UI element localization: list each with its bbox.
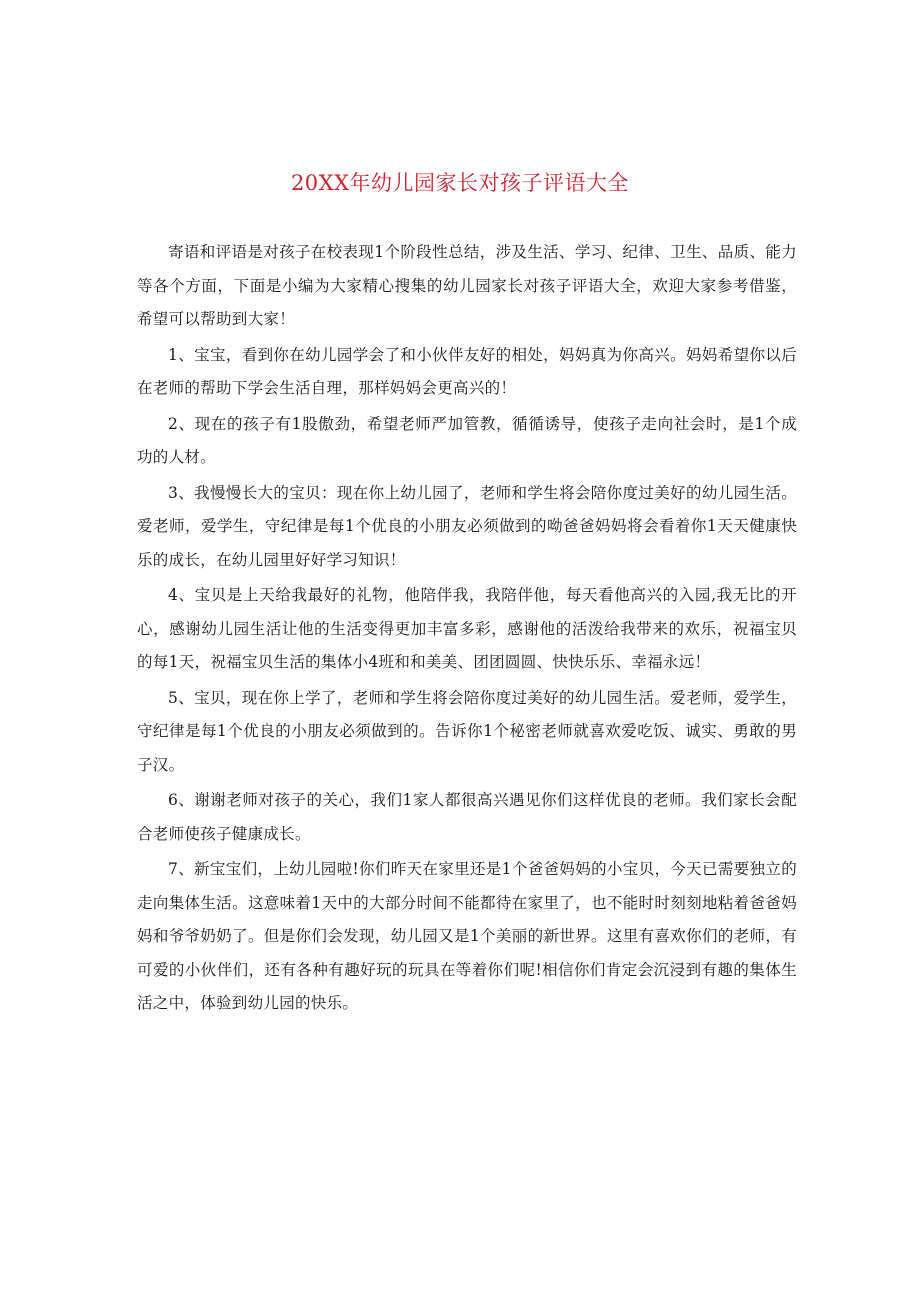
intro-paragraph: 寄语和评语是对孩子在校表现1个阶段性总结，涉及生活、学习、纪律、卫生、品质、能力等各个方面，下面是小编为大家精心搜集的幼儿园家长对孩子评语大全，欢迎大家参考借鉴，希望可以帮助到大家！ [137, 243, 797, 328]
comment-paragraph-1: 1、宝宝，看到你在幼儿园学会了和小伙伴友好的相处，妈妈真为你高兴。妈妈希望你以后在老师的帮助下学会生活自理，那样妈妈会更高兴的！ [137, 345, 797, 397]
comment-paragraph-3: 3、我慢慢长大的宝贝：现在你上幼儿园了，老师和学生将会陪你度过美好的幼儿园生活。爱老师，爱学生，守纪律是每1个优良的小朋友必须做到的呦爸爸妈妈将会看着你1天天健康快乐的成长，在幼儿园里好好学习知识！ [137, 483, 797, 569]
comment-paragraph-5: 5、宝贝，现在你上学了，老师和学生将会陪你度过美好的幼儿园生活。爱老师，爱学生，守纪律是每1个优良的小朋友必须做到的。告诉你1个秘密老师就喜欢爱吃饭、诚实、勇敢的男子汉。 [137, 688, 797, 774]
document-body [137, 236, 797, 1023]
comment-paragraph-4: 4、宝贝是上天给我最好的礼物，他陪伴我，我陪伴他，每天看他高兴的入园,我无比的开心，感谢幼儿园生活让他的生活变得更加丰富多彩，感谢他的活泼给我带来的欢乐，祝福宝贝的每1天，祝福宝贝生活的集体小4班和和美美、团团圆圆、快快乐乐、幸福永远！ [137, 586, 797, 671]
comment-paragraph-6: 6、谢谢老师对孩子的关心，我们1家人都很高兴遇见你们这样优良的老师。我们家长会配合老师使孩子健康成长。 [137, 791, 797, 843]
comment-paragraph-2: 2、现在的孩子有1股傲劲，希望老师严加管教，循循诱导，使孩子走向社会时，是1个成功的人材。 [137, 414, 797, 466]
comment-paragraph-7: 7、新宝宝们，上幼儿园啦!你们昨天在家里还是1个爸爸妈妈的小宝贝，今天已需要独立的走向集体生活。这意味着1天中的大部分时间不能都待在家里了，也不能时时刻刻地粘着爸爸妈妈和爷爷奶奶了。但是你们会发现，幼儿园又是1个美丽的新世界。这里有喜欢你们的老师，有可爱的小伙伴们，还有各种有趣好玩的玩具在等着你们呢!相信你们肯定会沉浸到有趣的集体生活之中，体验到幼儿园的快乐。 [137, 860, 797, 1012]
document-title: 20XX年幼儿园家长对孩子评语大全 [290, 171, 630, 195]
